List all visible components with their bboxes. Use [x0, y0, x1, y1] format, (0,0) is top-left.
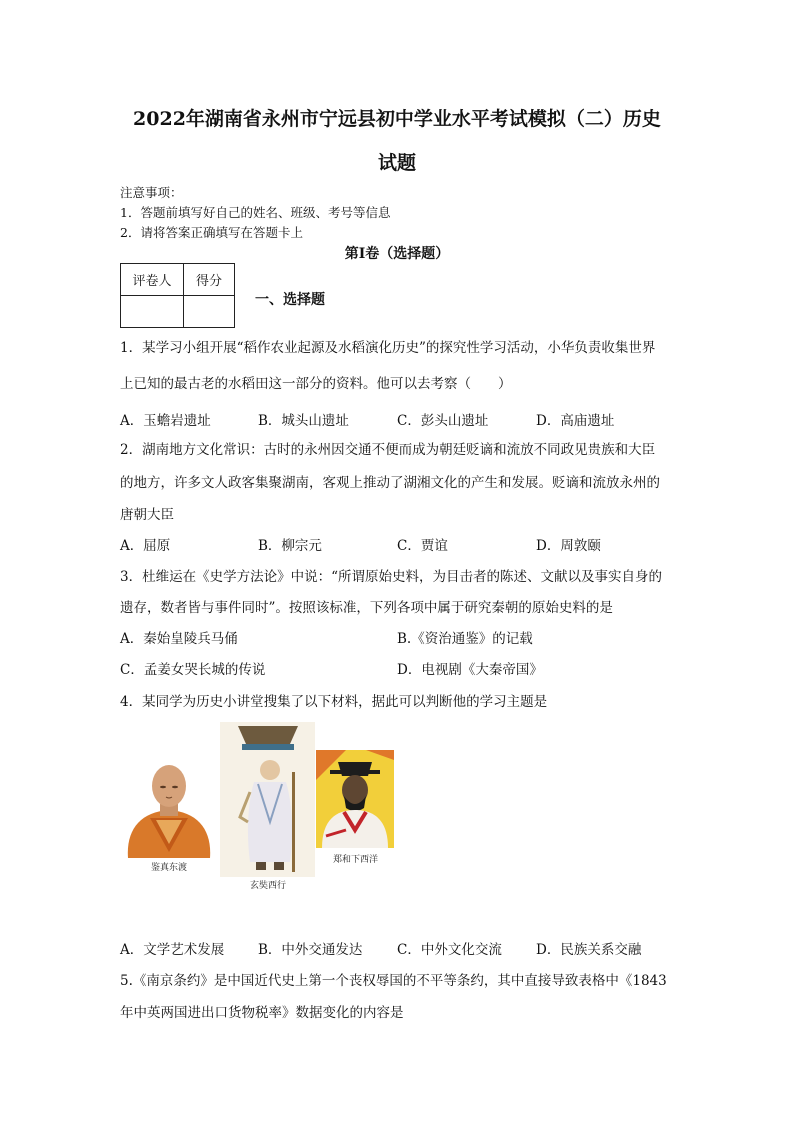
q1-option-d: D．高庙遗址 [536, 413, 615, 429]
q3-option-c: C．孟姜女哭长城的传说 [120, 662, 266, 678]
q3-option-b: B.《资治通鉴》的记载 [397, 631, 533, 647]
part1-title: 第I卷（选择题） [344, 246, 450, 262]
score-table-cell-score [184, 296, 235, 328]
q2-option-a: A．屈原 [120, 538, 171, 554]
q1-line-2: 上已知的最古老的水稻田这一部分的资料。他可以去考察（ ） [120, 376, 512, 392]
jianzhen-caption: 鉴真东渡 [151, 863, 188, 873]
q3-line-2: 遗存，数者皆与事件同时”。按照该标准，下列各项中属于研究秦朝的原始史料的是 [120, 600, 613, 616]
q2-option-d: D．周敦颐 [536, 538, 601, 554]
zhenghe-portrait-image [316, 750, 394, 848]
doc-title: 2022年湖南省永州市宁远县初中学业水平考试模拟（二）历史 [133, 108, 661, 130]
q4-option-d: D．民族关系交融 [536, 942, 642, 958]
score-table-header-score: 得分 [184, 264, 235, 296]
q2-option-c: C．贾谊 [397, 538, 448, 554]
q4-option-a: A．文学艺术发展 [120, 942, 225, 958]
note-2: 2．请将答案正确填写在答题卡上 [120, 225, 303, 240]
section-1-title: 一、选择题 [255, 292, 325, 308]
note-1: 1．答题前填写好自己的姓名、班级、考号等信息 [120, 205, 391, 220]
q2-line-1: 2．湖南地方文化常识：古时的永州因交通不便而成为朝廷贬谪和流放不同政见贵族和大臣 [120, 442, 656, 458]
doc-title-line2: 试题 [377, 152, 416, 174]
xuanzang-caption: 玄奘西行 [250, 881, 287, 891]
q5-line-2: 年中英两国进出口货物税率》数据变化的内容是 [120, 1005, 404, 1021]
q4-option-b: B．中外交通发达 [258, 942, 363, 958]
q5-line-1: 5.《南京条约》是中国近代史上第一个丧权辱国的不平等条约，其中直接导致表格中《1843 [120, 973, 667, 989]
score-table [120, 263, 235, 328]
q3-line-1: 3．杜维运在《史学方法论》中说：“所谓原始史料，为目击者的陈述、文献以及事实自身的 [120, 569, 662, 585]
q4-option-c: C．中外文化交流 [397, 942, 502, 958]
q1-option-b: B．城头山遗址 [258, 413, 349, 429]
q1-line-1: 1．某学习小组开展“稻作农业起源及水稻演化历史”的探究性学习活动，小华负责收集世界 [120, 340, 656, 356]
q3-option-d: D．电视剧《大秦帝国》 [397, 662, 543, 678]
q1-option-c: C．彭头山遗址 [397, 413, 489, 429]
q2-option-b: B．柳宗元 [258, 538, 322, 554]
q1-option-a: A．玉蟾岩遗址 [120, 413, 211, 429]
q3-option-a: A．秦始皇陵兵马俑 [120, 631, 238, 647]
xuanzang-portrait-image [220, 722, 315, 877]
q2-line-3: 唐朝大臣 [120, 507, 174, 523]
q2-line-2: 的地方，许多文人政客集聚湖南，客观上推动了湖湘文化的产生和发展。贬谪和流放永州的 [120, 475, 660, 491]
q4-line-1: 4．某同学为历史小讲堂搜集了以下材料，据此可以判断他的学习主题是 [120, 694, 548, 710]
score-table-header-grader: 评卷人 [121, 264, 184, 296]
jianzhen-portrait-image [120, 760, 218, 872]
notes-heading: 注意事项： [120, 185, 183, 200]
score-table-cell-grader [121, 296, 184, 328]
zhenghe-caption: 郑和下西洋 [333, 855, 379, 865]
